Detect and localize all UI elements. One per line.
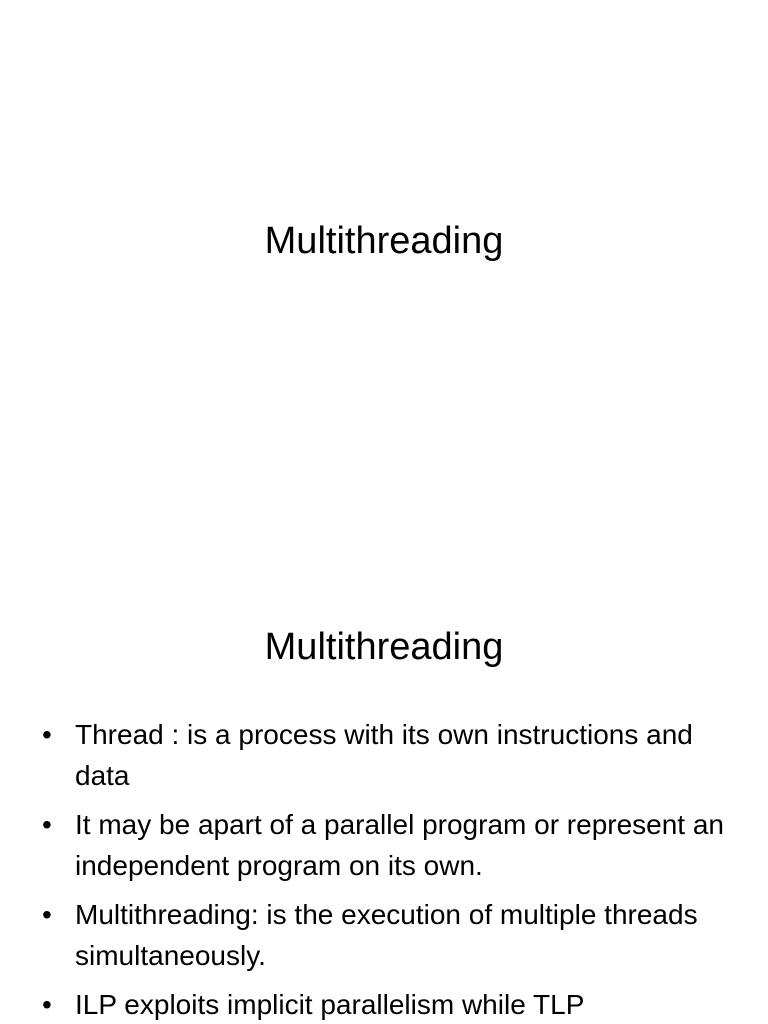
bullet-icon: • — [42, 899, 52, 930]
content-slide — [0, 584, 768, 1024]
bullet-icon: • — [42, 809, 52, 840]
bullet-list — [40, 714, 740, 1024]
bullet-text: Multithreading: is the execution of multiple threads simultaneously. — [75, 899, 698, 971]
bullet-icon: • — [42, 989, 52, 1020]
bullet-text: ILP exploits implicit parallelism while TLP — [75, 989, 585, 1020]
bullet-icon: • — [42, 719, 52, 750]
slide-title: Multithreading — [264, 626, 504, 668]
bullet-item — [40, 804, 740, 886]
bullet-item — [40, 894, 740, 976]
bullet-item — [40, 984, 740, 1024]
title-slide — [0, 0, 768, 480]
slide-title: Multithreading — [264, 220, 504, 262]
bullet-text: Thread : is a process with its own instructions and data — [75, 719, 693, 791]
bullet-text: It may be apart of a parallel program or represent an independent program on its own. — [75, 809, 725, 881]
bullet-item — [40, 714, 740, 796]
